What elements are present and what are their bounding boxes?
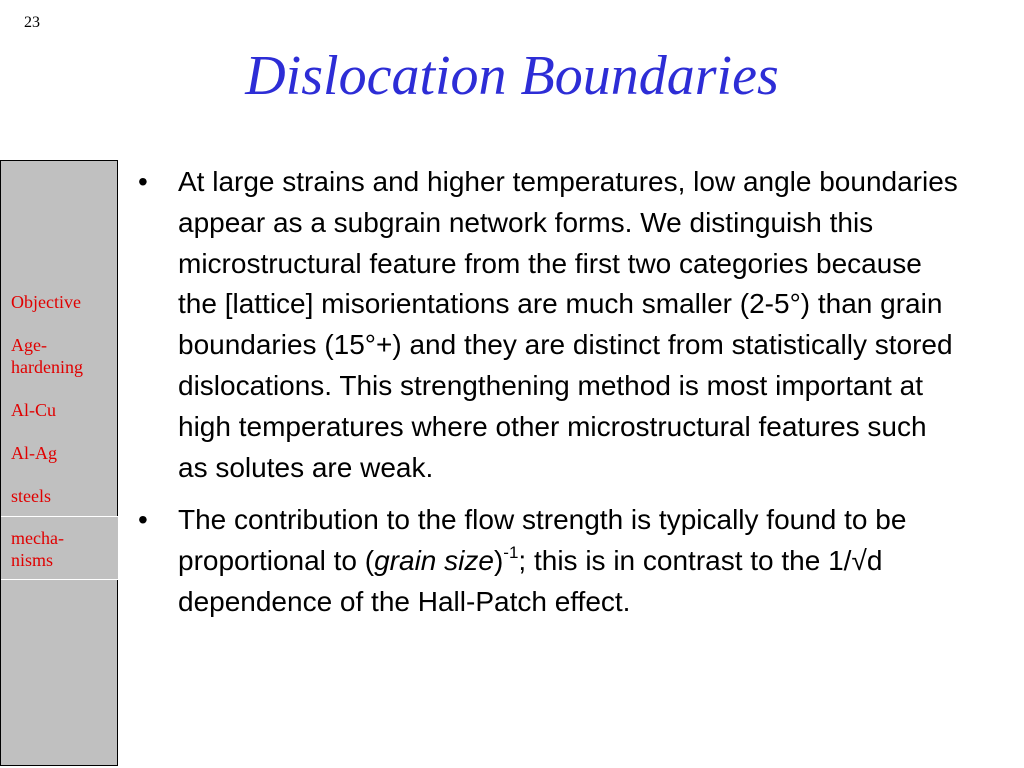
sidebar-item-mechanisms[interactable]: mecha- nisms: [1, 516, 118, 580]
sidebar-item-objective[interactable]: Objective: [11, 292, 81, 312]
bullet-text-italic: grain size: [374, 545, 494, 577]
sidebar-item-al-ag[interactable]: Al-Ag: [11, 443, 57, 463]
bullet-text-part: ): [493, 545, 504, 577]
sidebar-item-age-hardening[interactable]: Age- hardening: [11, 335, 83, 377]
superscript-exponent: -1: [503, 543, 519, 563]
sidebar-item-al-cu[interactable]: Al-Cu: [11, 400, 56, 420]
bullet-marker: •: [138, 504, 148, 536]
bullet-text: At large strains and higher temperatures, low angle boundaries appear as a subgrain network forms. We distinguish this microstructural feature from the first two categories because the [lattice] misorientations are much smaller (2-5°) than grain boundaries (15°+) and they are distinct from statistically stored dislocations. This strengthening method is most important at high temperatures where other microstructural features such as solutes are weak.: [178, 166, 958, 483]
sidebar-nav: [1, 291, 118, 601]
bullet-marker: •: [138, 166, 148, 197]
bullet-text-part: ; this is in contrast to the 1/√d dependence of the Hall-Patch effect.: [178, 545, 883, 617]
bullet-item: [138, 500, 958, 622]
sidebar: [0, 160, 118, 766]
slide-number: 23: [24, 14, 40, 31]
bullet-item: [138, 162, 958, 488]
sidebar-item-steels[interactable]: steels: [11, 486, 51, 506]
bullet-text-part: The contribution to the flow strength is typically found to be proportional to (: [178, 504, 907, 577]
slide-title: Dislocation Boundaries: [245, 45, 779, 107]
slide-content: [138, 162, 958, 635]
